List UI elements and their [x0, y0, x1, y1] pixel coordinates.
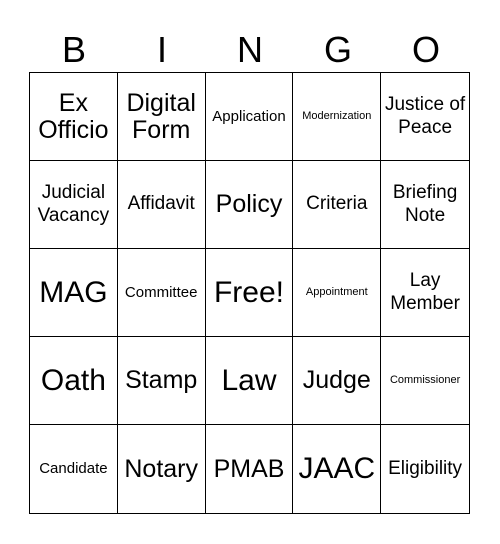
- bingo-cell-free-space[interactable]: Free!: [206, 249, 294, 337]
- bingo-header: [30, 28, 470, 72]
- header-letter-b: B: [61, 29, 86, 70]
- bingo-cell-r5-c4[interactable]: JAAC: [293, 425, 381, 513]
- bingo-cell-r2-c1[interactable]: Judicial Vacancy: [30, 161, 118, 249]
- bingo-cell-r5-c3[interactable]: PMAB: [206, 425, 294, 513]
- bingo-cell-r5-c1[interactable]: Candidate: [30, 425, 118, 513]
- bingo-cell-r4-c2[interactable]: Stamp: [118, 337, 206, 425]
- header-letter-n: N: [237, 29, 263, 70]
- bingo-cell-r3-c5[interactable]: Lay Member: [381, 249, 469, 337]
- bingo-cell-r4-c3[interactable]: Law: [206, 337, 294, 425]
- bingo-cell-r1-c5[interactable]: Justice of Peace: [381, 73, 469, 161]
- bingo-cell-r5-c2[interactable]: Notary: [118, 425, 206, 513]
- bingo-cell-r2-c5[interactable]: Briefing Note: [381, 161, 469, 249]
- bingo-cell-r3-c1[interactable]: MAG: [30, 249, 118, 337]
- bingo-cell-r4-c1[interactable]: Oath: [30, 337, 118, 425]
- bingo-board: [29, 72, 470, 514]
- bingo-cell-r1-c4[interactable]: Modernization: [293, 73, 381, 161]
- bingo-cell-r4-c5[interactable]: Commissioner: [381, 337, 469, 425]
- bingo-cell-r4-c4[interactable]: Judge: [293, 337, 381, 425]
- bingo-cell-r2-c3[interactable]: Policy: [206, 161, 294, 249]
- bingo-cell-r1-c2[interactable]: Digital Form: [118, 73, 206, 161]
- bingo-cell-r3-c4[interactable]: Appointment: [293, 249, 381, 337]
- header-letter-o: O: [411, 29, 440, 70]
- bingo-cell-r2-c4[interactable]: Criteria: [293, 161, 381, 249]
- header-letter-i: I: [156, 29, 167, 70]
- bingo-cell-r1-c3[interactable]: Application: [206, 73, 294, 161]
- bingo-cell-r1-c1[interactable]: Ex Officio: [30, 73, 118, 161]
- header-letter-g: G: [323, 29, 352, 70]
- bingo-cell-r2-c2[interactable]: Affidavit: [118, 161, 206, 249]
- bingo-cell-r5-c5[interactable]: Eligibility: [388, 457, 463, 479]
- bingo-cell-r3-c2[interactable]: Committee: [118, 249, 206, 337]
